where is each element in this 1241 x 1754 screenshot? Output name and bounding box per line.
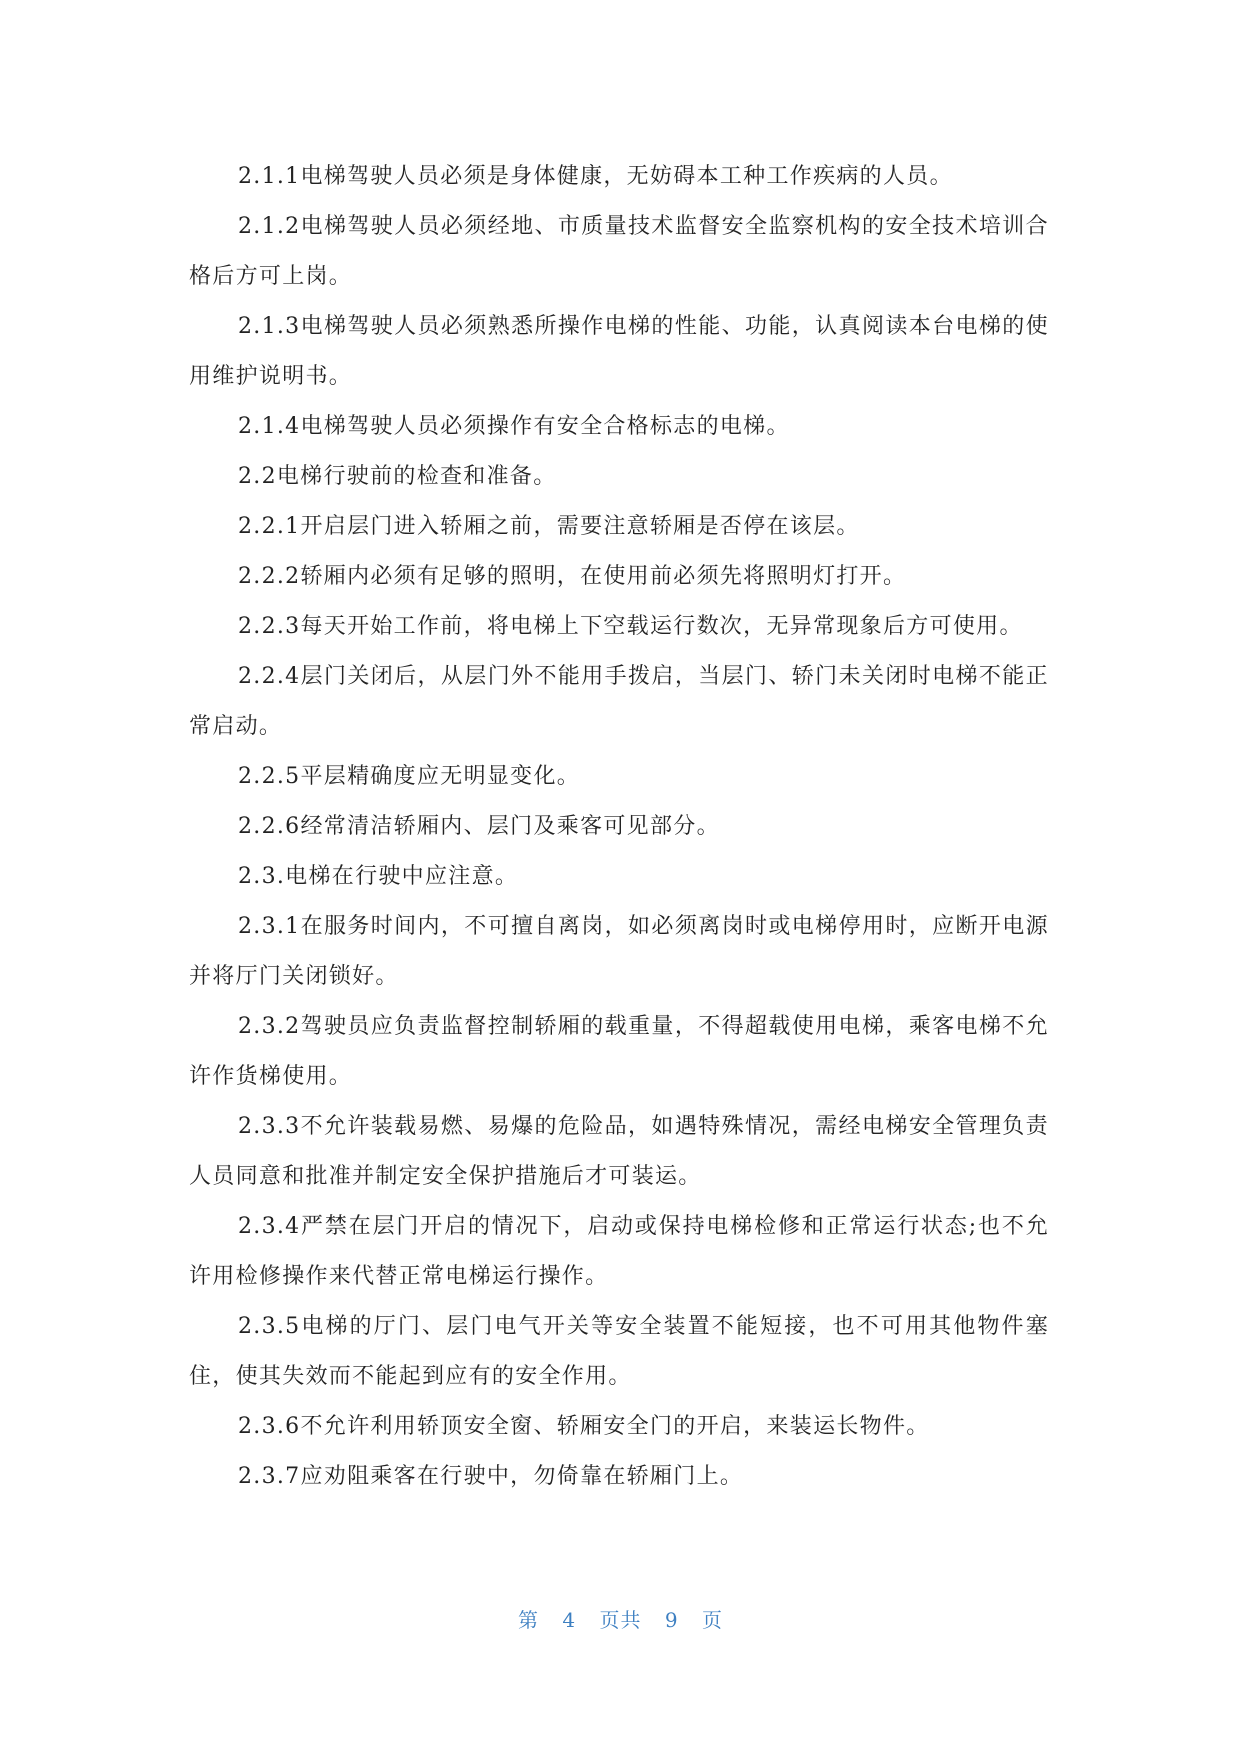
paragraph-2-2-6: 2.2.6经常清洁轿厢内、层门及乘客可见部分。 [238, 814, 720, 839]
paragraph-2-2-2: 2.2.2轿厢内必须有足够的照明，在使用前必须先将照明灯打开。 [238, 564, 907, 589]
footer-prefix: 第 [518, 1608, 540, 1632]
footer-total-pages: 9 [664, 1608, 679, 1632]
paragraph-2-3-2: 2.3.2驾驶员应负责监督控制轿厢的载重量，不得超载使用电梯，乘客电梯不允许作货梯使用。 [189, 1014, 1049, 1089]
footer-middle: 页共 [599, 1608, 642, 1632]
paragraph-2-3-3: 2.3.3不允许装载易燃、易爆的危险品，如遇特殊情况，需经电梯安全管理负责人员同意和批准并制定安全保护措施后才可装运。 [189, 1114, 1049, 1189]
footer-suffix: 页 [701, 1608, 723, 1632]
paragraph-2-2-5: 2.2.5平层精确度应无明显变化。 [238, 764, 581, 789]
paragraph-2-1-3: 2.1.3电梯驾驶人员必须熟悉所操作电梯的性能、功能，认真阅读本台电梯的使用维护说明书。 [189, 314, 1049, 389]
paragraph-2-1-2: 2.1.2电梯驾驶人员必须经地、市质量技术监督安全监察机构的安全技术培训合格后方可上岗。 [189, 214, 1049, 289]
paragraph-2-2-3: 2.2.3每天开始工作前，将电梯上下空载运行数次，无异常现象后方可使用。 [238, 614, 1023, 639]
page-footer [0, 1604, 1241, 1633]
paragraph-2-3-4: 2.3.4严禁在层门开启的情况下，启动或保持电梯检修和正常运行状态;也不允许用检修操作来代替正常电梯运行操作。 [189, 1214, 1049, 1289]
paragraph-2-3-5: 2.3.5电梯的厅门、层门电气开关等安全装置不能短接，也不可用其他物件塞住，使其失效而不能起到应有的安全作用。 [189, 1314, 1049, 1389]
paragraph-2-3-1: 2.3.1在服务时间内，不可擅自离岗，如必须离岗时或电梯停用时，应断开电源并将厅门关闭锁好。 [189, 914, 1049, 989]
paragraph-2-2-1: 2.2.1开启层门进入轿厢之前，需要注意轿厢是否停在该层。 [238, 514, 860, 539]
paragraph-2-3-6: 2.3.6不允许利用轿顶安全窗、轿厢安全门的开启，来装运长物件。 [238, 1414, 930, 1439]
paragraph-2-1-1: 2.1.1电梯驾驶人员必须是身体健康，无妨碍本工种工作疾病的人员。 [238, 164, 953, 189]
paragraph-2-3: 2.3.电梯在行驶中应注意。 [238, 864, 519, 889]
footer-current-page: 4 [562, 1608, 577, 1632]
paragraph-2-2-4: 2.2.4层门关闭后，从层门外不能用手拨启，当层门、轿门未关闭时电梯不能正常启动。 [189, 664, 1049, 739]
paragraph-2-1-4: 2.1.4电梯驾驶人员必须操作有安全合格标志的电梯。 [238, 414, 790, 439]
paragraph-2-3-7: 2.3.7应劝阻乘客在行驶中，勿倚靠在轿厢门上。 [238, 1464, 744, 1489]
paragraph-2-2: 2.2电梯行驶前的检查和准备。 [238, 464, 557, 489]
document-body [189, 152, 1049, 1502]
